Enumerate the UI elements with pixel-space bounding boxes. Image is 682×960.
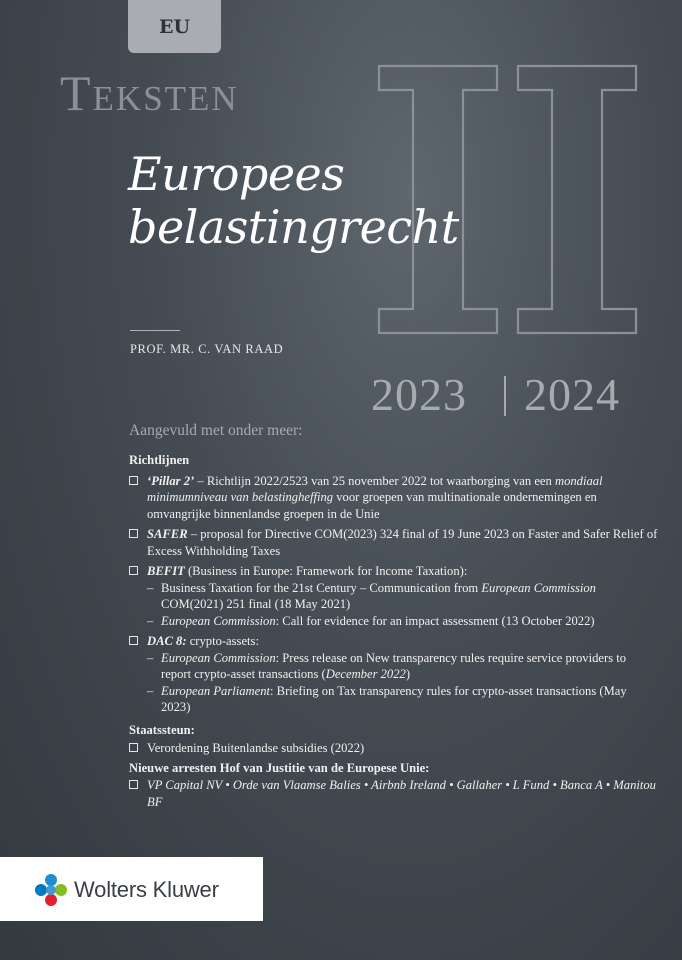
author-divider bbox=[130, 330, 180, 331]
section-heading-arresten: Nieuwe arresten Hof van Justitie van de Europese Unie: bbox=[129, 760, 430, 775]
checkbox-square-icon bbox=[129, 780, 138, 789]
wolters-kluwer-logo-icon bbox=[34, 873, 68, 907]
list-subitem-befit-2: – European Commission: Call for evidence for an impact assessment (13 October 2022) bbox=[147, 613, 595, 628]
section-heading-staatssteun: Staatssteun: bbox=[129, 722, 195, 737]
section-heading-richtlijnen: Richtlijnen bbox=[129, 453, 190, 467]
eu-tab bbox=[128, 0, 221, 53]
list-subitem-befit-1: – Business Taxation for the 21st Century – Communication from European Commission COM(2021) 251 final (18 May 2021) bbox=[147, 580, 596, 611]
year-from: 2023 bbox=[371, 369, 467, 420]
checkbox-square-icon bbox=[129, 743, 138, 752]
book-title-line2: belastingrecht bbox=[128, 200, 459, 254]
publisher-name: Wolters Kluwer bbox=[74, 877, 219, 902]
series-title: Teksten bbox=[60, 65, 239, 121]
eu-tab-label: EU bbox=[158, 15, 191, 38]
contents-list bbox=[129, 452, 659, 810]
list-item-dac8: DAC 8: crypto-assets: bbox=[129, 633, 659, 650]
year-to: 2024 bbox=[524, 369, 620, 420]
list-item-pillar2: ‘Pillar 2’ – Richtlijn 2022/2523 van 25 november 2022 tot waarborging van een mondiaal minimumniveau van belastingheffing voor groepen van multinationale ondernemingen en omvangrijke binnenlandse groepen in de Unie bbox=[129, 473, 659, 523]
subtitle: Aangevuld met onder meer: bbox=[129, 422, 303, 439]
checkbox-square-icon bbox=[129, 636, 138, 645]
author: PROF. MR. C. VAN RAAD bbox=[130, 342, 284, 356]
list-item-befit: BEFIT (Business in Europe: Framework for Income Taxation): bbox=[129, 563, 659, 580]
list-item-cases: VP Capital NV • Orde van Vlaamse Balies • Airbnb Ireland • Gallaher • L Fund • Banca A • Manitou BF bbox=[129, 777, 659, 810]
list-item-safer: SAFER – proposal for Directive COM(2023) 324 final of 19 June 2023 on Faster and Safer Relief of Excess Withholding Taxes bbox=[129, 526, 659, 559]
year-separator bbox=[504, 376, 506, 416]
book-title-line1: Europees bbox=[128, 147, 345, 201]
checkbox-square-icon bbox=[129, 529, 138, 538]
list-subitem-dac8-2: – European Parliament: Briefing on Tax transparency rules for crypto-asset transactions (May 2023) bbox=[147, 683, 627, 714]
checkbox-square-icon bbox=[129, 476, 138, 485]
list-item-subsidies: Verordening Buitenlandse subsidies (2022) bbox=[129, 740, 659, 757]
checkbox-square-icon bbox=[129, 566, 138, 575]
list-subitem-dac8-1: – European Commission: Press release on New transparency rules require service providers to report crypto-asset transactions (December 2022) bbox=[147, 650, 627, 681]
book-title bbox=[128, 148, 459, 254]
